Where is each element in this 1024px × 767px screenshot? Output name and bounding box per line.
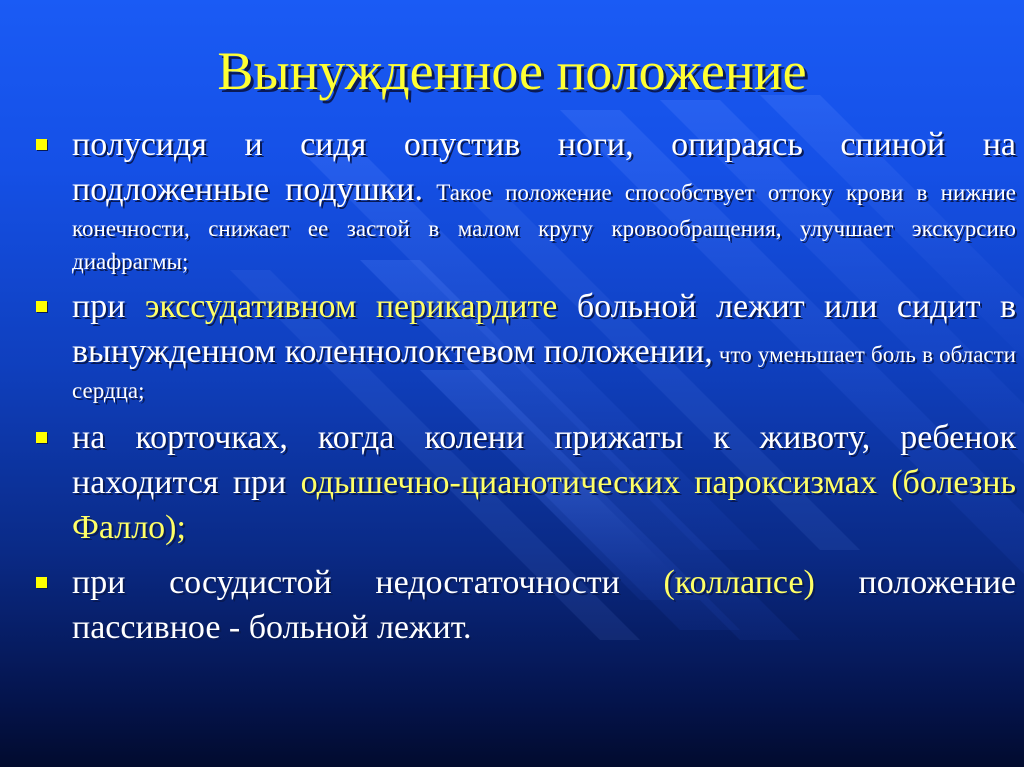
bullet-post-text: больной лежит или сидит в вынужденном коленнолоктевом положении, (72, 288, 1017, 370)
bullet-detail-text: что уменьшает боль в области сердца; (72, 342, 1016, 403)
bullet-pre-text: при сосудистой недостаточности (72, 564, 664, 601)
bullet-item-collapse (36, 560, 1016, 650)
bullet-highlight-text: экссудативном перикардите (144, 288, 558, 325)
bullet-item-pericarditis (36, 284, 1016, 407)
bullet-detail-text: Такое положение способствует оттоку крови в нижние конечности, снижает ее застой в малом кругу кровообращения, улучшает экскурсию диафрагмы; (72, 180, 1016, 274)
bullet-list (36, 122, 1016, 650)
square-bullet-icon (36, 301, 47, 312)
bullet-highlight-text: одышечно-цианотических пароксизмах (болезнь Фалло); (72, 464, 1016, 546)
square-bullet-icon (36, 577, 47, 588)
bullet-item-sitting (36, 122, 1016, 278)
bullet-item-squatting (36, 415, 1016, 550)
bullet-highlight-text: (коллапсе) (663, 564, 815, 601)
bullet-pre-text: на корточках, когда колени прижаты к животу, ребенок находится при (72, 419, 1016, 501)
bullet-lead-text: полусидя и сидя опустив ноги, опираясь спиной на подложенные подушки. (72, 126, 1016, 208)
square-bullet-icon (36, 139, 47, 150)
bullet-pre-text: при (72, 288, 145, 325)
slide-title: Вынужденное положение (217, 41, 807, 101)
square-bullet-icon (36, 432, 47, 443)
bullet-post-text: положение пассивное - больной лежит. (72, 564, 1016, 646)
